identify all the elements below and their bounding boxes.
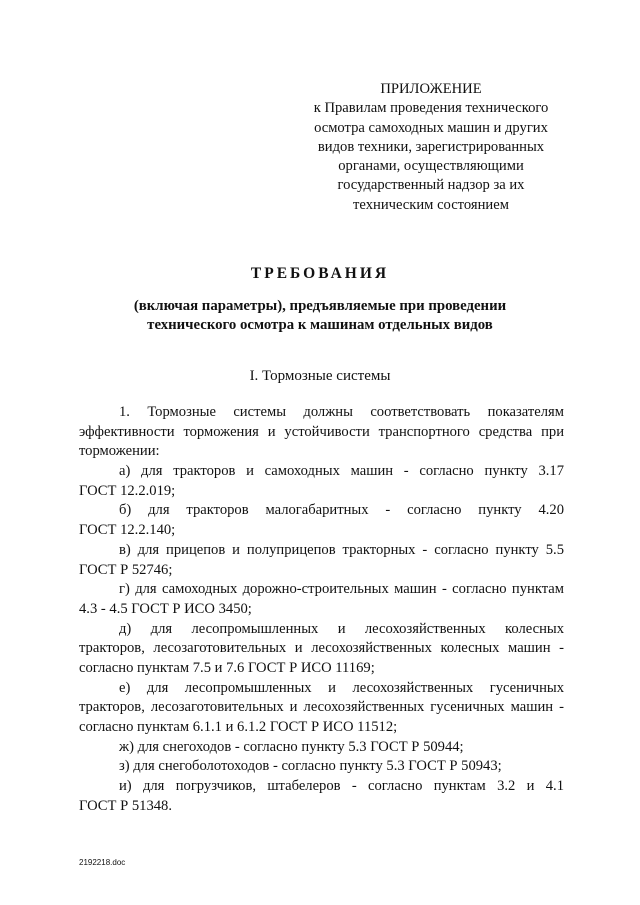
body-text xyxy=(79,403,564,816)
list-item-d: г) для самоходных дорожно-строительных машин - согласно пунктам xyxy=(119,581,564,598)
appendix-block xyxy=(300,80,562,215)
list-item-e-cont: согласно пунктам 7.5 и 7.6 ГОСТ Р ИСО 11169; xyxy=(79,659,375,676)
list-item-g: ж) для снегоходов - согласно пункту 5.3 ГОСТ Р 50944; xyxy=(119,738,464,755)
paragraph-line: торможении: xyxy=(79,443,160,460)
list-item-a-cont: ГОСТ 12.2.019; xyxy=(79,482,176,499)
list-item-f: е) для лесопромышленных и лесохозяйственных гусеничных xyxy=(119,679,564,696)
list-item-f-cont: тракторов, лесозаготовительных и лесохозяйственных гусеничных машин - xyxy=(79,699,564,716)
appendix-line: осмотра самоходных машин и других xyxy=(314,119,548,136)
subtitle-line: технического осмотра к машинам отдельных видов xyxy=(147,317,493,333)
appendix-label: ПРИЛОЖЕНИЕ xyxy=(380,81,482,97)
list-item-c-cont: ГОСТ Р 52746; xyxy=(79,561,173,578)
subtitle-line: (включая параметры), предъявляемые при проведении xyxy=(133,298,507,314)
section-heading: I. Тормозные системы xyxy=(249,368,391,384)
list-item-f-cont: согласно пунктам 6.1.1 и 6.1.2 ГОСТ Р ИСО 11512; xyxy=(79,719,398,735)
footer-filename: 2192218.doc xyxy=(79,858,126,867)
list-item-c: в) для прицепов и полуприцепов тракторных - согласно пункту 5.5 xyxy=(119,541,564,558)
appendix-line: видов техники, зарегистрированных xyxy=(317,138,545,155)
list-item-b-cont: ГОСТ 12.2.140; xyxy=(79,522,176,539)
list-item-e-cont: тракторов, лесозаготовительных и лесохозяйственных колесных машин - xyxy=(79,640,564,657)
list-item-i: и) для погрузчиков, штабелеров - согласно пунктам 3.2 и 4.1 xyxy=(119,778,564,795)
paragraph-line: 1. Тормозные системы должны соответствовать показателям xyxy=(119,404,564,420)
list-item-e: д) для лесопромышленных и лесохозяйственных колесных xyxy=(119,620,564,637)
list-item-b: б) для тракторов малогабаритных - согласно пункту 4.20 xyxy=(119,502,564,519)
document-title: ТРЕБОВАНИЯ xyxy=(250,265,390,282)
list-item-i-cont: ГОСТ Р 51348. xyxy=(79,797,172,814)
paragraph-line: эффективности торможения и устойчивости транспортного средства при xyxy=(79,423,564,440)
appendix-line: органами, осуществляющими xyxy=(338,158,524,175)
appendix-line: к Правилам проведения технического xyxy=(313,100,549,117)
appendix-line: государственный надзор за их xyxy=(337,177,525,194)
appendix-line: техническим состоянием xyxy=(353,196,509,213)
document-subtitle xyxy=(0,297,640,335)
list-item-d-cont: 4.3 - 4.5 ГОСТ Р ИСО 3450; xyxy=(79,600,252,617)
list-item-a: а) для тракторов и самоходных машин - согласно пункту 3.17 xyxy=(119,463,564,480)
list-item-h: з) для снегоболотоходов - согласно пункту 5.3 ГОСТ Р 50943; xyxy=(119,758,502,775)
